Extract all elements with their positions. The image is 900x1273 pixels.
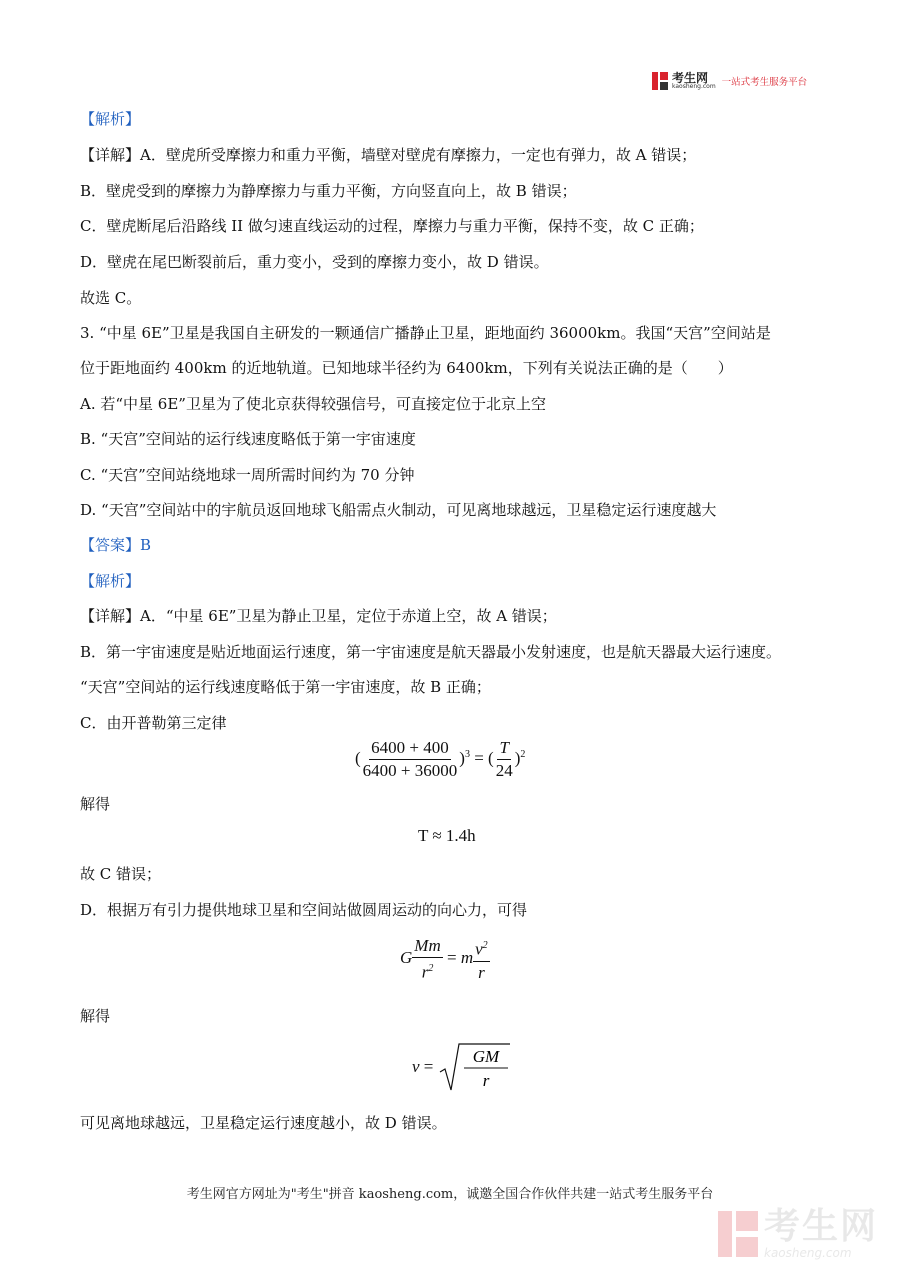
formula-coefficient: m <box>460 948 474 968</box>
kepler-formula: ( $\frac{6400 + 400}{6400 + 36000}$ )$^3$ = ( $\frac{T}{24}$ )$^2$ <box>355 738 526 780</box>
watermark-name: 考生网 <box>764 1206 879 1247</box>
text-line: “天宫”空间站的运行线速度略低于第一宇宙速度，故 B 正确； <box>80 678 491 696</box>
formula-denominator: r <box>478 962 485 982</box>
formula-numerator: v <box>475 939 483 959</box>
formula-denominator: r <box>421 962 429 982</box>
option-b: B. “天宫”空间站的运行线速度略低于第一宇宙速度 <box>80 430 416 448</box>
text-line: 可见离地球越远，卫星稳定运行速度越小，故 D 错误。 <box>80 1114 447 1132</box>
watermark-logo <box>718 1208 878 1260</box>
formula-numerator: GM <box>472 1047 499 1066</box>
formula-exponent: 3 <box>464 748 470 760</box>
logo-text <box>672 72 716 90</box>
formula-denominator: 24 <box>495 761 513 780</box>
text-line: 解得 <box>80 1007 111 1025</box>
text-line: 故 C 错误； <box>80 865 162 883</box>
text-line: 【详解】A．壁虎所受摩擦力和重力平衡，墙壁对壁虎有摩擦力，一定也有弹力，故 A 错误； <box>80 146 697 164</box>
section-label-analysis: 【解析】 <box>80 110 141 128</box>
sqrt-icon <box>438 1042 512 1094</box>
formula-exponent: 2 <box>428 963 434 974</box>
question-stem: 位于距地面约 400km 的近地轨道。已知地球半径约为 6400km，下列有关说法正确的是（ ） <box>80 359 733 377</box>
formula-variable: v <box>412 1056 420 1076</box>
option-d: D. “天宫”空间站中的宇航员返回地球飞船需点火制动，可见离地球越远，卫星稳定运行速度越大 <box>80 501 717 519</box>
formula-exponent: 2 <box>482 940 488 951</box>
kaosheng-watermark-icon <box>718 1211 758 1257</box>
kaosheng-logo-icon <box>652 72 668 90</box>
formula-coefficient: G <box>400 948 413 968</box>
formula-numerator: T <box>497 738 510 760</box>
page-footer: 考生网官方网址为"考生"拼音 kaosheng.com，诚邀全国合作伙伴共建一站式考生服务平台 <box>186 1187 714 1202</box>
gravitation-formula: G $\frac{Mm}{r^2}$ = m $\frac{v^2}{r}$ <box>400 936 488 982</box>
logo-name: 考生网 <box>672 71 709 85</box>
formula-numerator: 6400 + 400 <box>369 738 451 760</box>
header-slogan: 一站式考生服务平台 <box>721 77 808 88</box>
header-logo[interactable] <box>652 72 807 90</box>
formula-exponent: 2 <box>520 748 526 760</box>
answer-label: 【答案】B <box>80 536 152 554</box>
formula-denominator: r <box>482 1071 489 1090</box>
option-a: A. 若“中星 6E”卫星为了使北京获得较强信号，可直接定位于北京上空 <box>80 395 546 413</box>
text-line: 解得 <box>80 795 111 813</box>
text-line: C．壁虎断尾后沿路线 II 做匀速直线运动的过程，摩擦力与重力平衡，保持不变，故 C 正确； <box>80 217 704 235</box>
text-line: D．壁虎在尾巴断裂前后，重力变小，受到的摩擦力变小，故 D 错误。 <box>80 253 549 271</box>
period-result: T ≈ 1.4h <box>418 826 476 845</box>
formula-denominator: 6400 + 36000 <box>362 761 458 780</box>
text-line: C．由开普勒第三定律 <box>80 714 227 732</box>
question-stem: 3. “中星 6E”卫星是我国自主研发的一颗通信广播静止卫星，距地面约 36000km。我国“天宫”空间站是 <box>80 324 771 342</box>
logo-url: kaosheng.com <box>672 83 716 90</box>
formula-numerator: Mm <box>412 936 442 958</box>
text-line: 【详解】A．“中星 6E”卫星为静止卫星，定位于赤道上空，故 A 错误； <box>80 607 557 625</box>
watermark-url: kaosheng.com <box>764 1246 852 1260</box>
text-line: B．壁虎受到的摩擦力为静摩擦力与重力平衡，方向竖直向上，故 B 错误； <box>80 182 577 200</box>
text-line: B．第一宇宙速度是贴近地面运行速度，第一宇宙速度是航天器最小发射速度，也是航天器最大运行速度。 <box>80 643 782 661</box>
section-label-analysis: 【解析】 <box>80 572 141 590</box>
text-line: 故选 C。 <box>80 289 142 307</box>
text-line: D．根据万有引力提供地球卫星和空间站做圆周运动的向心力，可得 <box>80 901 528 919</box>
option-c: C. “天宫”空间站绕地球一周所需时间约为 70 分钟 <box>80 466 415 484</box>
velocity-formula: v = GM r <box>412 1042 512 1094</box>
